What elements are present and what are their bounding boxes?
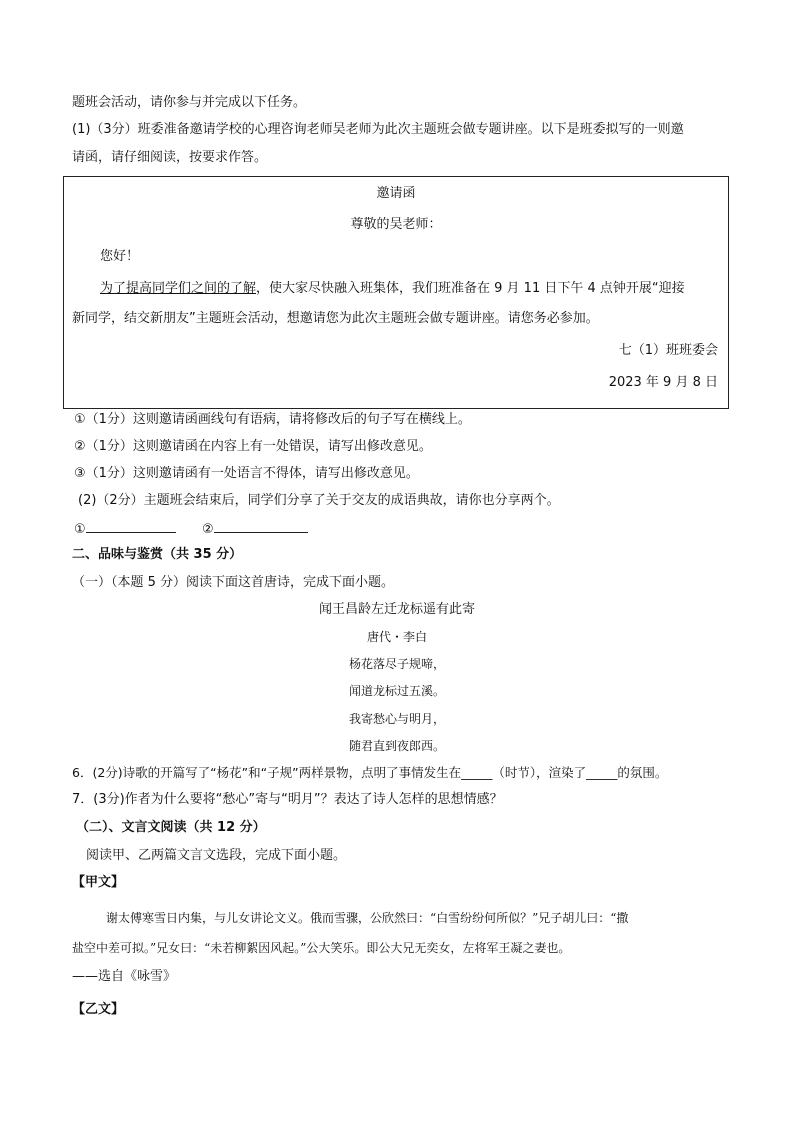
question-6: 6．(2分)诗歌的开篇写了“杨花”和“子规”两样景物，点明了事情发生在_____（时节），渲染了_____的氛围。 [72, 765, 668, 780]
subquestion-1: ①（1分）这则邀请函画线句有语病，请将修改后的句子写在横线上。 [74, 412, 471, 427]
letter-greeting: 您好！ [100, 249, 140, 264]
poem-line: 杨花落尽子规啼， [348, 657, 445, 671]
subquestion-2: ②（1分）这则邀请函在内容上有一处错误，请写出修改意见。 [74, 439, 432, 454]
subquestion-3: ③（1分）这则邀请函有一处语言不得体，请写出修改意见。 [74, 466, 419, 481]
letter-body-line2: 新同学，结交新朋友”主题班会活动，想邀请您为此次主题班会做专题讲座。请您务必参加。 [72, 311, 599, 326]
poem-line: 闻道龙标过五溪。 [348, 684, 445, 698]
letter-date: 2023 年 9 月 8 日 [608, 375, 718, 390]
yi-label: 【乙文】 [72, 1002, 125, 1017]
letter-body-line1 [100, 279, 685, 299]
question-7: 7．(3分)作者为什么要将“愁心”寄与“明月”？表达了诗人怎样的思想情感？ [72, 792, 503, 807]
poem-title: 闻王昌龄左迁龙标遥有此寄 [318, 602, 475, 617]
poem-line: 我寄愁心与明月， [348, 712, 445, 726]
answer-blank-2[interactable] [214, 518, 308, 533]
question-1-line1: (1)（3分）班委准备邀请学校的心理咨询老师吴老师为此次主题班会做专题讲座。以下是班委拟写的一则邀 [72, 122, 684, 137]
blank-2-label: ② [201, 522, 214, 537]
jia-text-line2: 盐空中差可拟。”兄女曰：“未若柳絮因风起。”公大笑乐。即公大兄无奕女，左将军王凝之妻也。 [72, 941, 571, 955]
jia-text-line1: 谢太傅寒雪日内集，与儿女讲论文义。俄而雪骤，公欣然曰：“白雪纷纷何所似？”兄子胡儿曰：“撒 [106, 911, 629, 925]
part-2-heading: （二）、文言文阅读（共 12 分） [76, 820, 266, 835]
answer-blanks [74, 518, 308, 540]
jia-label: 【甲文】 [72, 875, 125, 890]
answer-blank-1[interactable] [86, 518, 176, 533]
blank-1-label: ① [74, 522, 86, 537]
question-1-line2: 请函，请仔细阅读，按要求作答。 [72, 150, 268, 165]
poem-line: 随君直到夜郎西。 [348, 739, 445, 753]
intro-line: 题班会活动，请你参与并完成以下任务。 [72, 95, 307, 110]
jia-source: ——选自《咏雪》 [72, 969, 177, 984]
letter-body-rest: ，使大家尽快融入班集体，我们班准备在 9 月 11 日下午 4 点钟开展“迎接 [256, 281, 685, 296]
question-2: (2)（2分）主题班会结束后，同学们分享了关于交友的成语典故，请你也分享两个。 [78, 493, 560, 508]
part-1-heading: （一）（本题 5 分）阅读下面这首唐诗，完成下面小题。 [72, 575, 395, 590]
section-2-heading: 二、品味与鉴赏（共 35 分） [72, 547, 243, 562]
letter-signature: 七（1）班班委会 [618, 343, 718, 358]
part-2-intro: 阅读甲、乙两篇文言文选段，完成下面小题。 [86, 848, 347, 863]
letter-salutation: 尊敬的吴老师： [350, 217, 442, 232]
invitation-letter-box [63, 176, 729, 409]
underlined-sentence: 为了提高同学们之间的了解 [100, 281, 257, 296]
poem-author: 唐代・李白 [366, 630, 427, 644]
letter-title: 邀请函 [376, 186, 416, 201]
